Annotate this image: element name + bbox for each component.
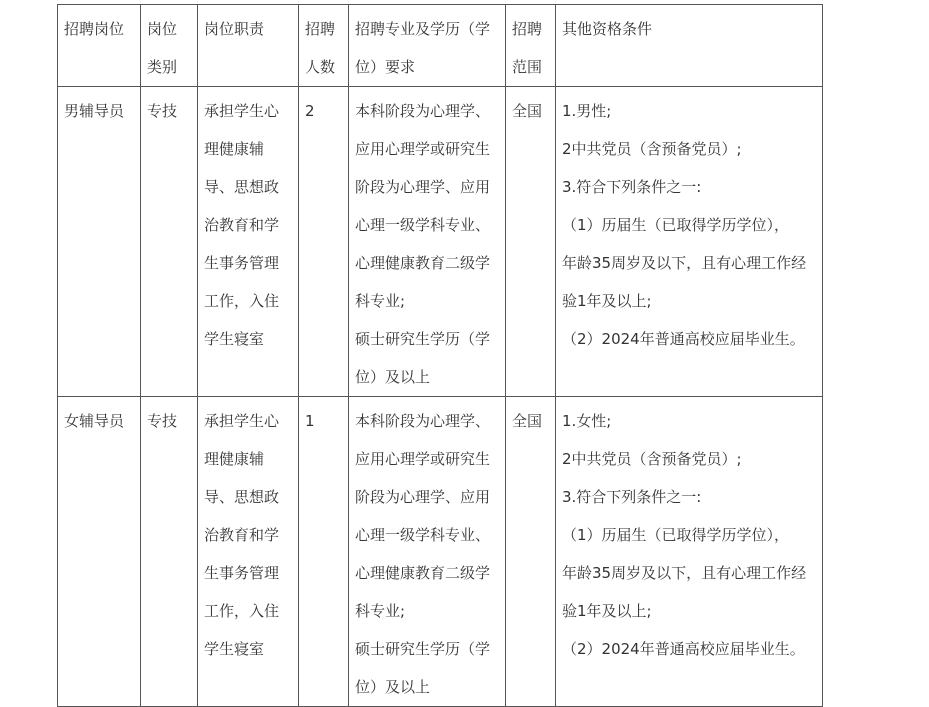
condition-line: 1.女性; [562, 412, 612, 430]
duties-line: 承担学生心 [204, 102, 280, 120]
scope-text: 全国 [512, 102, 543, 120]
major-line: 硕士研究生学历（学 [355, 330, 491, 348]
condition-line: 验1年及以上; [562, 602, 652, 620]
header-line: 招聘 [512, 20, 543, 38]
cell-conditions [556, 397, 823, 707]
major-line: 心理一级学科专业、 [355, 216, 491, 234]
cell-duties [198, 397, 299, 707]
category-text: 专技 [147, 102, 178, 120]
cell-major [349, 397, 506, 707]
condition-line: 年龄35周岁及以下，且有心理工作经 [562, 564, 807, 582]
duties-line: 承担学生心 [204, 412, 280, 430]
count-text: 1 [305, 412, 315, 430]
condition-line: 1.男性; [562, 102, 612, 120]
header-line: 人数 [305, 58, 336, 76]
scope-text: 全国 [512, 412, 543, 430]
condition-line: （2）2024年普通高校应届毕业生。 [562, 640, 805, 658]
major-line: 阶段为心理学、应用 [355, 488, 491, 506]
header-count [299, 5, 349, 87]
major-line: 位）及以上 [355, 678, 431, 696]
condition-line: 2中共党员（含预备党员）; [562, 140, 742, 158]
condition-line: （2）2024年普通高校应届毕业生。 [562, 330, 805, 348]
cell-position [58, 397, 141, 707]
major-line: 本科阶段为心理学、 [355, 412, 491, 430]
duties-line: 治教育和学 [204, 216, 280, 234]
major-line: 阶段为心理学、应用 [355, 178, 491, 196]
duties-line: 学生寝室 [204, 640, 265, 658]
condition-line: 2中共党员（含预备党员）; [562, 450, 742, 468]
position-text: 男辅导员 [64, 102, 125, 120]
header-position [58, 5, 141, 87]
table-row [58, 87, 823, 397]
header-line: 招聘岗位 [64, 20, 125, 38]
duties-line: 工作，入住 [204, 602, 280, 620]
cell-position [58, 87, 141, 397]
header-line: 招聘专业及学历（学 [355, 20, 491, 38]
cell-major [349, 87, 506, 397]
major-line: 本科阶段为心理学、 [355, 102, 491, 120]
header-scope [506, 5, 556, 87]
cell-conditions [556, 87, 823, 397]
table-row [58, 397, 823, 707]
duties-line: 生事务管理 [204, 564, 280, 582]
condition-line: 验1年及以上; [562, 292, 652, 310]
cell-category [141, 87, 198, 397]
header-line: 招聘 [305, 20, 336, 38]
cell-count [299, 87, 349, 397]
header-category [141, 5, 198, 87]
header-duties [198, 5, 299, 87]
duties-line: 工作，入住 [204, 292, 280, 310]
header-line: 其他资格条件 [562, 20, 653, 38]
header-line: 位）要求 [355, 58, 416, 76]
major-line: 应用心理学或研究生 [355, 140, 491, 158]
header-line: 类别 [147, 58, 178, 76]
condition-line: （1）历届生（已取得学历学位）， [562, 526, 790, 544]
position-text: 女辅导员 [64, 412, 125, 430]
duties-line: 导、思想政 [204, 178, 280, 196]
header-line: 岗位 [147, 20, 178, 38]
category-text: 专技 [147, 412, 178, 430]
duties-line: 理健康辅 [204, 450, 265, 468]
duties-line: 理健康辅 [204, 140, 265, 158]
header-line: 岗位职责 [204, 20, 265, 38]
cell-scope [506, 87, 556, 397]
count-text: 2 [305, 102, 315, 120]
cell-scope [506, 397, 556, 707]
major-line: 科专业; [355, 292, 406, 310]
major-line: 位）及以上 [355, 368, 431, 386]
duties-line: 生事务管理 [204, 254, 280, 272]
duties-line: 学生寝室 [204, 330, 265, 348]
cell-category [141, 397, 198, 707]
recruitment-table [57, 4, 823, 707]
major-line: 心理健康教育二级学 [355, 564, 491, 582]
duties-line: 治教育和学 [204, 526, 280, 544]
header-major [349, 5, 506, 87]
major-line: 科专业; [355, 602, 406, 620]
major-line: 心理健康教育二级学 [355, 254, 491, 272]
major-line: 应用心理学或研究生 [355, 450, 491, 468]
cell-duties [198, 87, 299, 397]
condition-line: 3.符合下列条件之一: [562, 178, 702, 196]
cell-count [299, 397, 349, 707]
condition-line: 3.符合下列条件之一: [562, 488, 702, 506]
header-line: 范围 [512, 58, 543, 76]
condition-line: 年龄35周岁及以下，且有心理工作经 [562, 254, 807, 272]
table-header-row [58, 5, 823, 87]
condition-line: （1）历届生（已取得学历学位）， [562, 216, 790, 234]
duties-line: 导、思想政 [204, 488, 280, 506]
header-conditions [556, 5, 823, 87]
major-line: 心理一级学科专业、 [355, 526, 491, 544]
major-line: 硕士研究生学历（学 [355, 640, 491, 658]
